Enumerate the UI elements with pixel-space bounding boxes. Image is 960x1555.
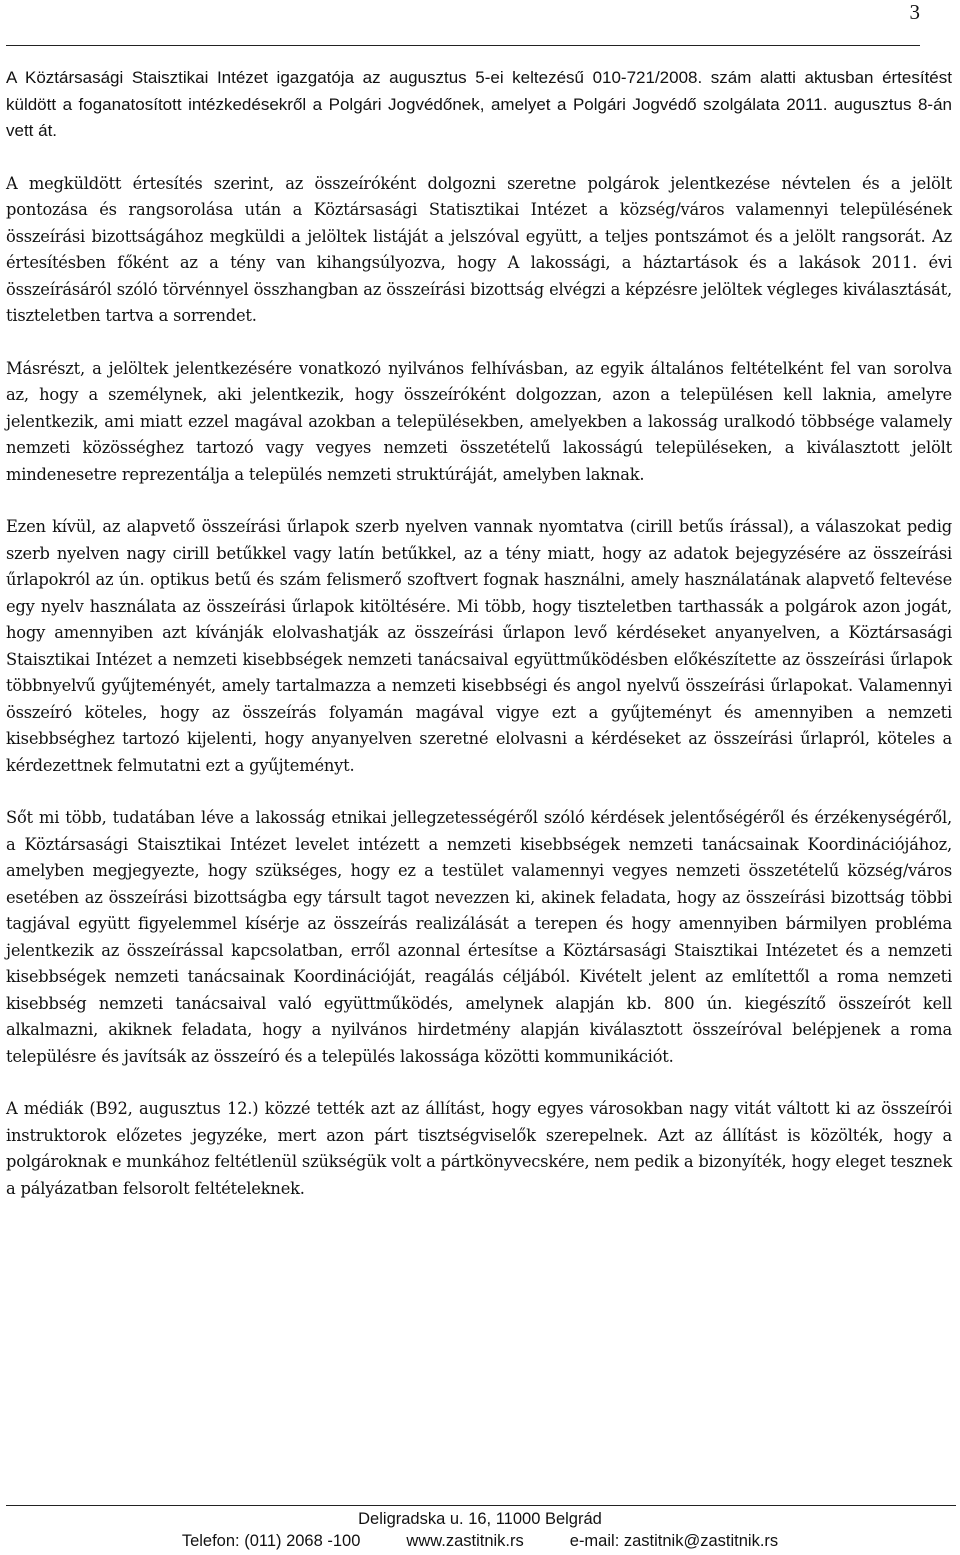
footer-divider — [6, 1505, 956, 1506]
footer-phone: Telefon: (011) 2068 -100 — [181, 1532, 361, 1550]
header-divider — [6, 45, 920, 46]
page-footer — [0, 1508, 960, 1552]
footer-website: www.zastitnik.rs — [406, 1532, 524, 1550]
page-number: 3 — [909, 0, 920, 24]
paragraph-5: Sőt mi több, tudatában léve a lakosság etnikai jellegzetességéről szóló kérdések jelentőségéről és érzékenységéről, a Köztársasági Staisztikai Intézet levelet intézett a nemzeti kisebbségek nemzeti tanácsainak Koordinációjához, amelyben megjegyezte, hogy szükséges, hogy ez a testület valamennyi vegyes nemzeti összetételű község/város esetében az összeírási bizottságba egy társult tagot nevezzen ki, akinek feladata, hogy az összeírási bizottság többi tagjával együtt figyelemmel kísérje az összeírás realizálását a terepen és hogy amennyiben bármilyen probléma jelentkezik az összeírással kapcsolatban, erről azonnal értesítse a Köztársasági Staisztikai Intézetet és a nemzeti kisebbségek nemzeti tanácsainak Koordinációját, reagálás céljából. Kivételt jelent az említettől a roma nemzeti kisebbség nemzeti tanácsaival való együttműködés, amelynek alapján kb. 800 ún. kiegészítő összeírót kell alkalmazni, akiknek feladata, hogy a nyilvános hirdetmény alapján kiválasztott összeíróval belépjenek a roma településre és javítsák az összeíró és a település lakossága közötti kommunikációt. — [6, 808, 952, 1066]
paragraph-3: Másrészt, a jelöltek jelentkezésére vonatkozó nyilvános felhívásban, az egyik általános feltételként fel van sorolva az, hogy a személynek, aki jelentkezik, hogy összeíróként dolgozzan, azon a településen kell laknia, amelyre jelentkezik, ami miatt ezzel magával azokban a településekben, amelyekben a lakosság uralkodó többsége valamely nemzeti közösséghez tartozó vagy vegyes nemzeti összetételű lakosságú településeken, a kiválasztott jelölt mindenesetre reprezentálja a település nemzeti struktúráját, amelyben laknak. — [6, 358, 952, 484]
paragraph-6: A médiák (B92, augusztus 12.) közzé tették azt az állítást, hogy egyes városokban nagy vitát váltott ki az összeírói instruktorok előzetes jegyzéke, mert azon párt tisztségviselők szerepelnek. Azt az állítást is közölték, hogy a polgároknak e munkához feltétlenül szükségük volt a pártkönyvecskére, nem pedik a bizonyíték, hogy eleget tesznek a pályázatban felsorolt feltételeknek. — [6, 1099, 952, 1198]
paragraph-2: A megküldött értesítés szerint, az összeíróként dolgozni szeretne polgárok jelentkezése névtelen és a jelölt pontozása és rangsorolása után a Köztársasági Statisztikai Intézet a község/város valamennyi településének összeírási bizottságához megküldi a jelöltek listáját a jelszóval együtt, a teljes pontszámot és a jelölt rangsorát. Az értesítésben főként az a tény van kihangsúlyozva, hogy A lakossági, a háztartások és a lakások 2011. évi összeírásáról szóló törvénnyel összhangban az összeírási bizottság elvégzi a képzésre jelöltek végleges kiválasztását, tiszteletben tartva a sorrendet. — [6, 173, 952, 325]
footer-contacts — [0, 1530, 960, 1552]
document-body — [6, 65, 952, 1202]
paragraph-1: A Köztársasági Staisztikai Intézet igazgatója az augusztus 5-ei keltezésű 010-721/2008. szám alatti aktusban értesítést küldött a foganatosított intézkedésekről a Polgári Jogvédőnek, amelyet a Polgári Jogvédő szolgálata 2011. augusztus 8-án vett át. — [6, 68, 952, 140]
footer-email: e-mail: zastitnik@zastitnik.rs — [569, 1532, 779, 1550]
footer-address: Deligradska u. 16, 11000 Belgrád — [358, 1510, 602, 1528]
paragraph-4: Ezen kívül, az alapvető összeírási űrlapok szerb nyelven vannak nyomtatva (cirill betűs írással), a válaszokat pedig szerb nyelven nagy cirill betűkkel vagy latín betűkkel, az a tény miatt, hogy az adatok bejegyzésére az összeírási űrlapokról az ún. optikus betű és szám felismerő szoftvert fognak használni, amely használatának alapvető feltevése egy nyelv használata az összeírási űrlapok kitöltésére. Mi több, hogy tiszteletben tarthassák a polgárok azon jogát, hogy amennyiben azt kívánják elolvashatják az összeírási űrlapon levő kérdéseket anyanyelven, a Köztársasági Staisztikai Intézet a nemzeti kisebbségek nemzeti tanácsaival együttműködésben előkészítette az összeírási űrlapok többnyelvű gyűjteményét, amely tartalmazza a nemzeti kisebbségi és angol nyelvű összeírási űrlapokat. Valamennyi összeíró köteles, hogy az összeírás folyamán magával vigye ezt a gyűjteményt és amennyiben a nemzeti kisebbséghez tartozó kijelenti, hogy anyanyelven szeretné elolvasni a kérdéseket az összeírási űrlapról, köteles a kérdezettnek felmutatni ezt a gyűjteményt. — [6, 517, 952, 775]
